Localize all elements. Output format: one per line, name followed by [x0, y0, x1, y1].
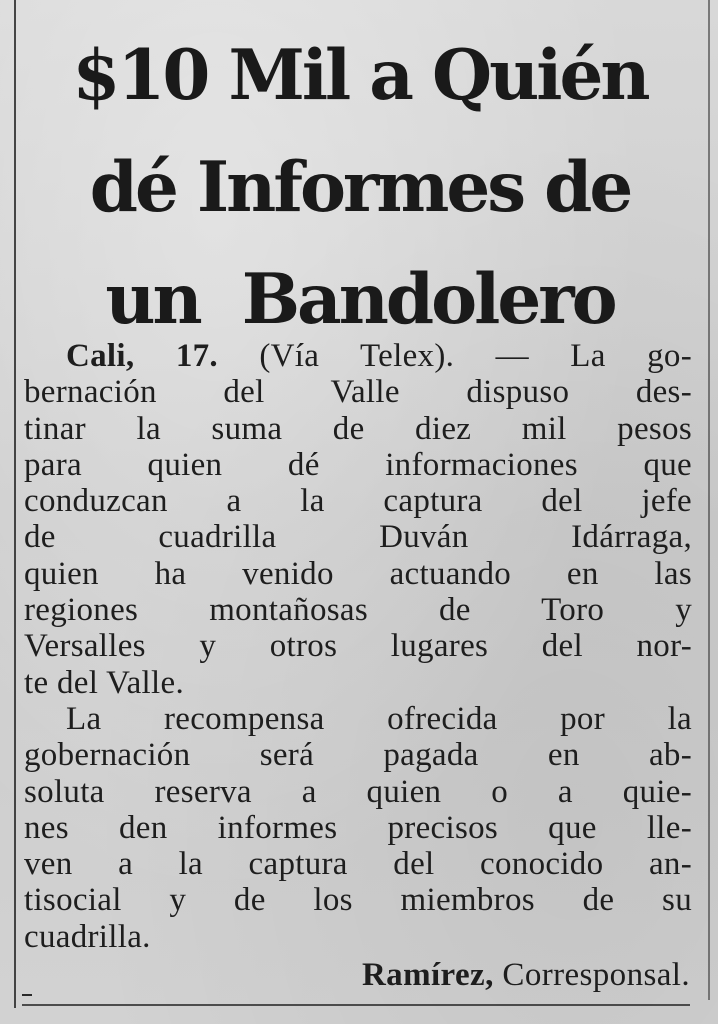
paragraph-1-line-6: de cuadrilla Duván Idárraga, — [24, 519, 692, 556]
paragraph-1-line-4: para quien dé informaciones que — [24, 446, 692, 483]
paragraph-2-line-3: soluta reserva a quien o a quie- — [24, 773, 692, 810]
paragraph-2-line-5: ven a la captura del conocido an- — [24, 846, 692, 883]
paragraph-2-line-2: gobernación será pagada en ab- — [24, 737, 692, 774]
paragraph-1-line-2: bernación del Valle dispuso des- — [24, 374, 692, 411]
paragraph-1-line-5: conduzcan a la captura del jefe — [24, 483, 692, 520]
paragraph-1-line-10: te del Valle. — [24, 664, 184, 701]
paragraph-1-line-1-text: (Vía Telex). — La go- — [259, 338, 692, 374]
byline-role: Corresponsal. — [502, 957, 690, 993]
paragraph-1-line-9: Versalles y otros lugares del nor- — [24, 628, 692, 665]
headline — [30, 20, 690, 356]
paragraph-1 — [24, 338, 692, 701]
headline-line-1: $10 Mil a Quién — [72, 35, 648, 116]
paragraph-2 — [24, 701, 692, 955]
paragraph-1-line-7: quien ha venido actuando en las — [24, 555, 692, 592]
column-rule-right — [708, 0, 710, 1000]
paragraph-2-line-7: cuadrilla. — [24, 918, 151, 955]
paragraph-1-line-3: tinar la suma de diez mil pesos — [24, 410, 692, 447]
column-rule-left — [14, 0, 16, 1008]
headline-line-3: un Bandolero — [105, 259, 615, 340]
rule-tick — [22, 994, 32, 996]
paragraph-2-line-4: nes den informes precisos que lle- — [24, 809, 692, 846]
byline-name: Ramírez, — [361, 957, 494, 993]
article-body — [24, 338, 692, 955]
paragraph-1-line-1 — [24, 338, 692, 374]
headline-line-2: dé Informes de — [89, 147, 631, 228]
byline — [362, 955, 690, 995]
column-rule-bottom — [22, 1004, 690, 1006]
paragraph-1-line-8: regiones montañosas de Toro y — [24, 592, 692, 629]
dateline: Cali, 17. — [66, 338, 218, 374]
paragraph-2-line-1: La recompensa ofrecida por la — [66, 700, 692, 737]
paragraph-2-line-6: tisocial y de los miembros de su — [24, 882, 692, 919]
